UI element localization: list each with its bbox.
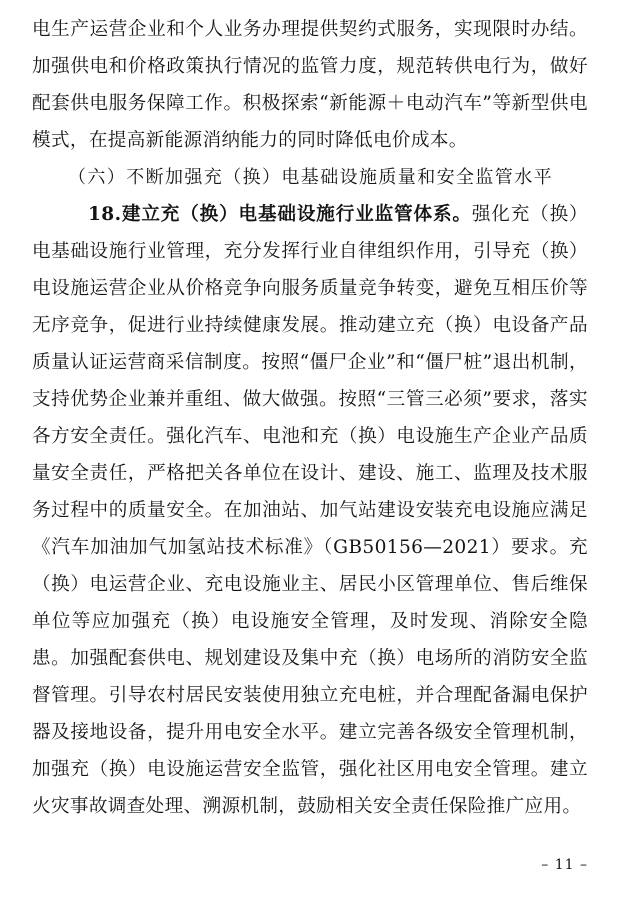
paragraph-body-text: 强化充（换）电基础设施行业管理，充分发挥行业自律组织作用，引导充（换）电设施运营企业从价格竞争向服务质量竞争转变，避免互相压价等无序竞争，促进行业持续健康发展。推动建立充（换）电设备产品质量认证运营商采信制度。按照“僵尸企业”和“僵尸桩”退出机制，支持优势企业兼并重组、做大做强。按照“三管三必须”要求，落实各方安全责任。强化汽车、电池和充（换）电设施生产企业产品质量安全责任，严格把关各单位在设计、建设、施工、监理及技术服务过程中的质量安全。在加油站、加气站建设安装充电设施应满足《汽车加油加气加氢站技术标准》（GB50156—2021）要求。充（换）电运营企业、充电设施业主、居民小区管理单位、售后维保单位等应加强充（换）电设施安全管理，及时发现、消除安全隐患。加强配套供电、规划建设及集中充（换）电场所的消防安全监督管理。引导农村居民安装使用独立充电桩，并合理配备漏电保护器及接地设备，提升用电安全水平。建立完善各级安全管理机制，加强充（换）电设施运营安全监管，强化社区用电安全管理。建立火灾事故调查处理、溯源机制，鼓励相关安全责任保险推广应用。 — [32, 204, 588, 817]
body-paragraph: 电生产运营企业和个人业务办理提供契约式服务，实现限时办结。加强供电和价格政策执行情况的监管力度，规范转供电行为，做好配套供电服务保障工作。积极探索“新能源＋电动汽车”等新型供电模式，在提高新能源消纳能力的同时降低电价成本。 — [32, 19, 588, 151]
paragraph-lead-title: 18.建立充（换）电基础设施行业监管体系。 — [88, 204, 472, 225]
body-paragraph-18 — [32, 196, 588, 825]
section-heading: （六）不断加强充（换）电基础设施质量和安全监管水平 — [68, 167, 553, 188]
page-number: – 11 – — [541, 857, 588, 873]
